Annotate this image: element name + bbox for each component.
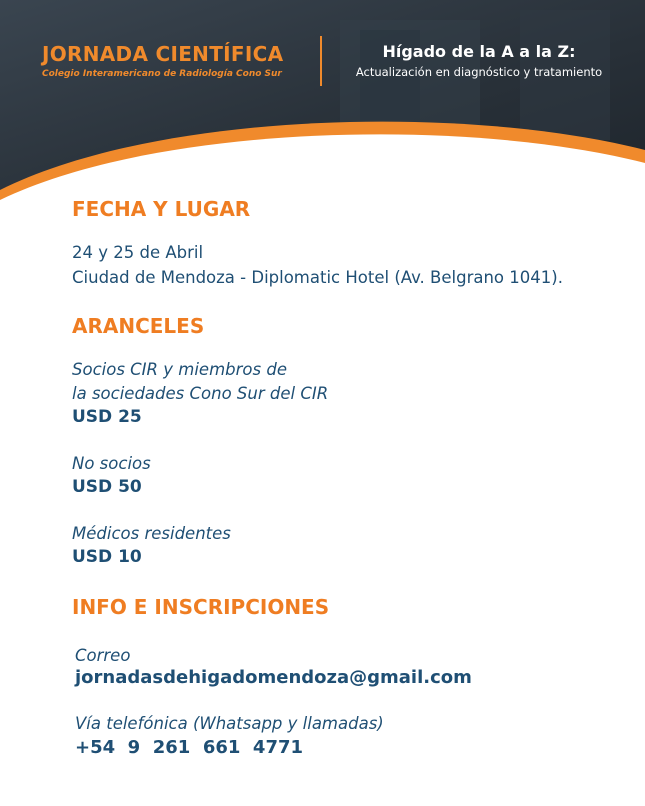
section-title-info: INFO E INSCRIPCIONES — [72, 595, 330, 619]
event-place: Ciudad de Mendoza - Diplomatic Hotel (Av. Belgrano 1041). — [72, 268, 563, 287]
header-background — [0, 0, 645, 200]
event-block — [334, 42, 624, 79]
fee-label: Socios CIR y miembros de — [72, 360, 287, 379]
phone-number[interactable]: +54 9 261 661 4771 — [75, 737, 304, 758]
section-title-aranceles: ARANCELES — [72, 314, 205, 338]
fee-label: No socios — [72, 454, 151, 473]
event-date: 24 y 25 de Abril — [72, 243, 204, 262]
brand-block — [42, 42, 283, 79]
brand-title: JORNADA CIENTÍFICA — [42, 42, 284, 66]
fee-price: USD 50 — [72, 477, 142, 497]
fee-label: la sociedades Cono Sur del CIR — [72, 384, 329, 403]
event-title: Hígado de la A a la Z: — [382, 42, 576, 61]
fee-label: Médicos residentes — [72, 524, 231, 543]
fee-price: USD 25 — [72, 407, 142, 427]
email-address[interactable]: jornadasdehigadomendoza@gmail.com — [75, 667, 472, 688]
header-divider — [320, 36, 322, 86]
header-banner — [0, 0, 645, 200]
section-title-fecha: FECHA Y LUGAR — [72, 197, 251, 221]
event-subtitle: Actualización en diagnóstico y tratamiento — [355, 65, 603, 79]
phone-label: Vía telefónica (Whatsapp y llamadas) — [75, 714, 384, 733]
brand-subtitle: Colegio Interamericano de Radiología Cono Sur — [42, 69, 282, 79]
fee-price: USD 10 — [72, 547, 142, 567]
email-label: Correo — [75, 646, 131, 665]
